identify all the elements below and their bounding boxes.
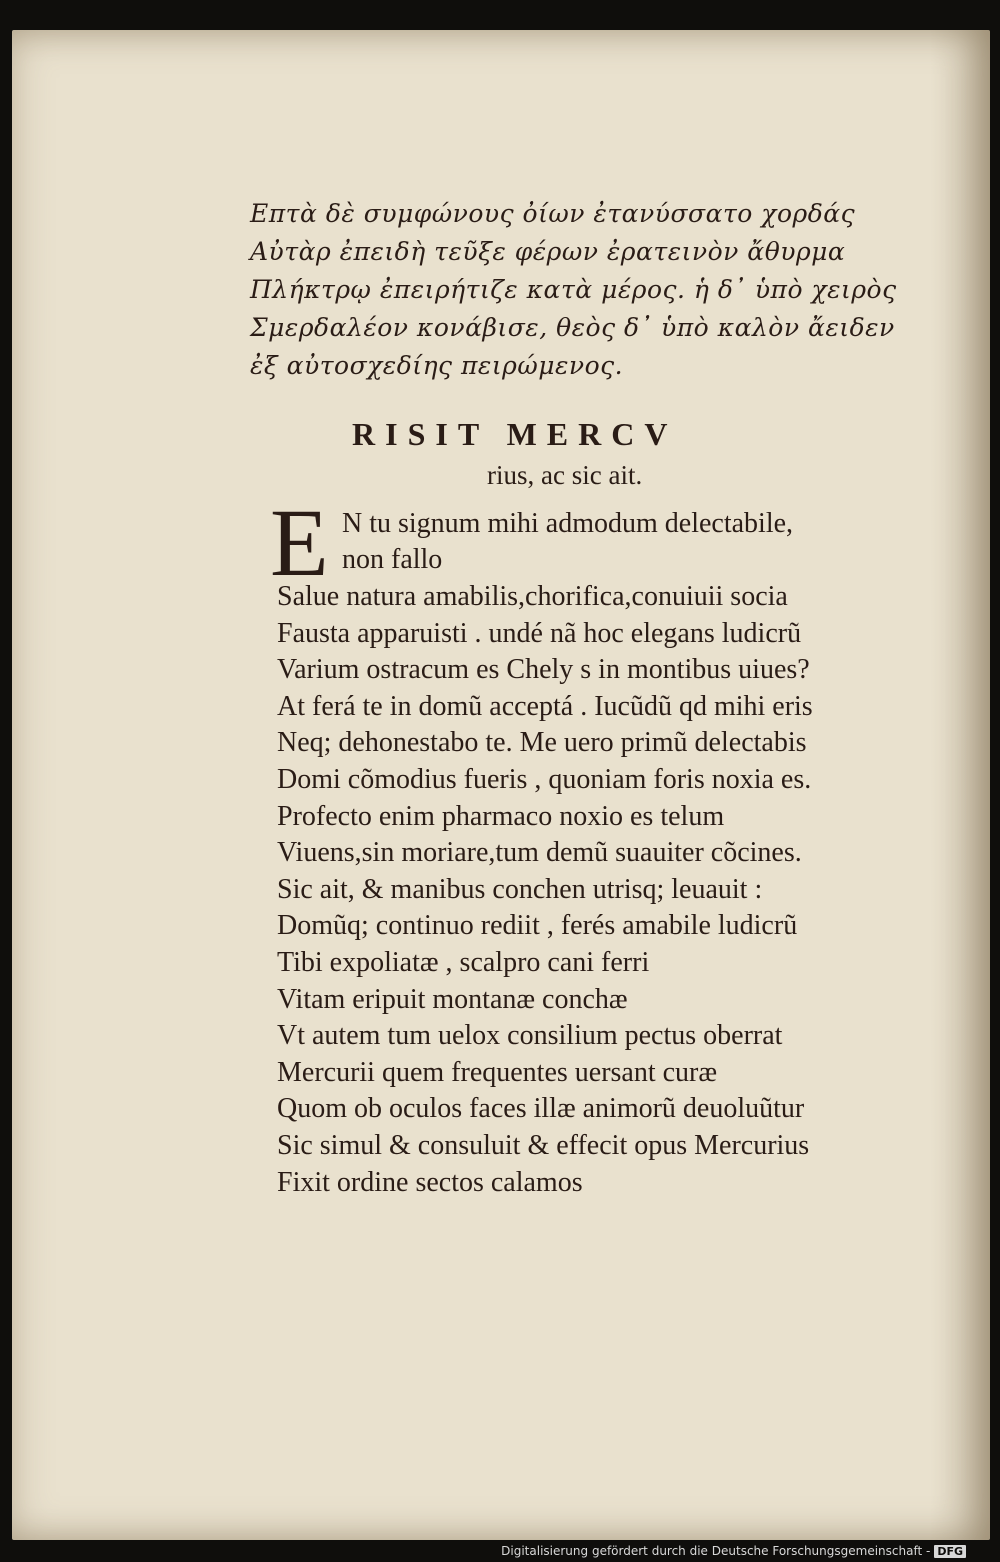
book-page [12,30,990,1540]
verse-line: Sic simul & consuluit & effecit opus Mercurius [277,1129,810,1161]
verse-line: Domũq; continuo rediit , ferés amabile ludicrũ [277,910,798,942]
verse-line: Salue natura amabilis,chorifica,conuiuii socia [277,581,788,612]
opening-lines [342,506,922,578]
verse-line: Sic ait, & manibus conchen utrisq; leuauit : [277,873,763,905]
greek-line: Πλήκτρῳ ἐπειρήτιζε κατὰ μέρος. ἡ δ᾽ ὑπὸ χειρὸς [250,275,897,304]
verse-line: At ferá te in domũ acceptá . Iucũdũ qd mihi eris [277,690,813,722]
drop-cap-initial: E [270,489,329,596]
verse-line: Domi cõmodius fueris , quoniam foris noxia es. [277,763,812,795]
verse-line: Vitam eripuit montanæ conchæ [277,983,628,1015]
greek-line: Αὐτὰρ ἐπειδὴ τεῦξε φέρων ἐρατεινὸν ἄθυρμα [250,237,846,266]
verse-line: Fixit ordine sectos calamos [277,1166,583,1198]
latin-verse-block [277,579,937,1201]
verse-line: Vt autem tum uelox consilium pectus oberrat [277,1020,783,1052]
greek-line: Επτὰ δὲ συμφώνους ὀίων ἐτανύσσατο χορδάς [250,199,856,228]
heading-line-2: rius, ac sic ait. [487,460,643,490]
greek-line: ἐξ αὐτοσχεδίης πειρώμενος. [250,351,624,380]
digitization-credit [501,1544,966,1558]
verse-line: Viuens,sin moriare,tum demũ suauiter cõcines. [277,837,802,869]
verse-line: Fausta apparuisti . undé nã hoc elegans ludicrũ [277,617,802,649]
section-heading [352,410,802,492]
greek-line: Σμερδαλέον κονάβισε, θεὸς δ᾽ ὑπὸ καλὸν ἄειδεν [250,313,895,342]
opening-line: N tu signum mihi admodum delectabile, [342,508,794,539]
verse-line: Mercurii quem frequentes uersant curæ [277,1056,718,1088]
verse-line: Varium ostracum es Chely s in montibus uiues? [277,654,810,686]
credit-text: Digitalisierung gefördert durch die Deutsche Forschungsgemeinschaft - [501,1544,931,1558]
heading-line-1: RISIT MERCV [352,416,678,452]
verse-line: Tibi expoliatæ , scalpro cani ferri [277,946,650,978]
verse-line: Profecto enim pharmaco noxio es telum [277,800,725,832]
dfg-logo: DFG [934,1545,966,1558]
verse-line: Quom ob oculos faces illæ animorũ deuoluũtur [277,1093,805,1125]
opening-line: non fallo [342,544,443,575]
verse-line: Neq; dehonestabo te. Me uero primũ delectabis [277,727,807,759]
greek-verse-block [250,195,897,385]
